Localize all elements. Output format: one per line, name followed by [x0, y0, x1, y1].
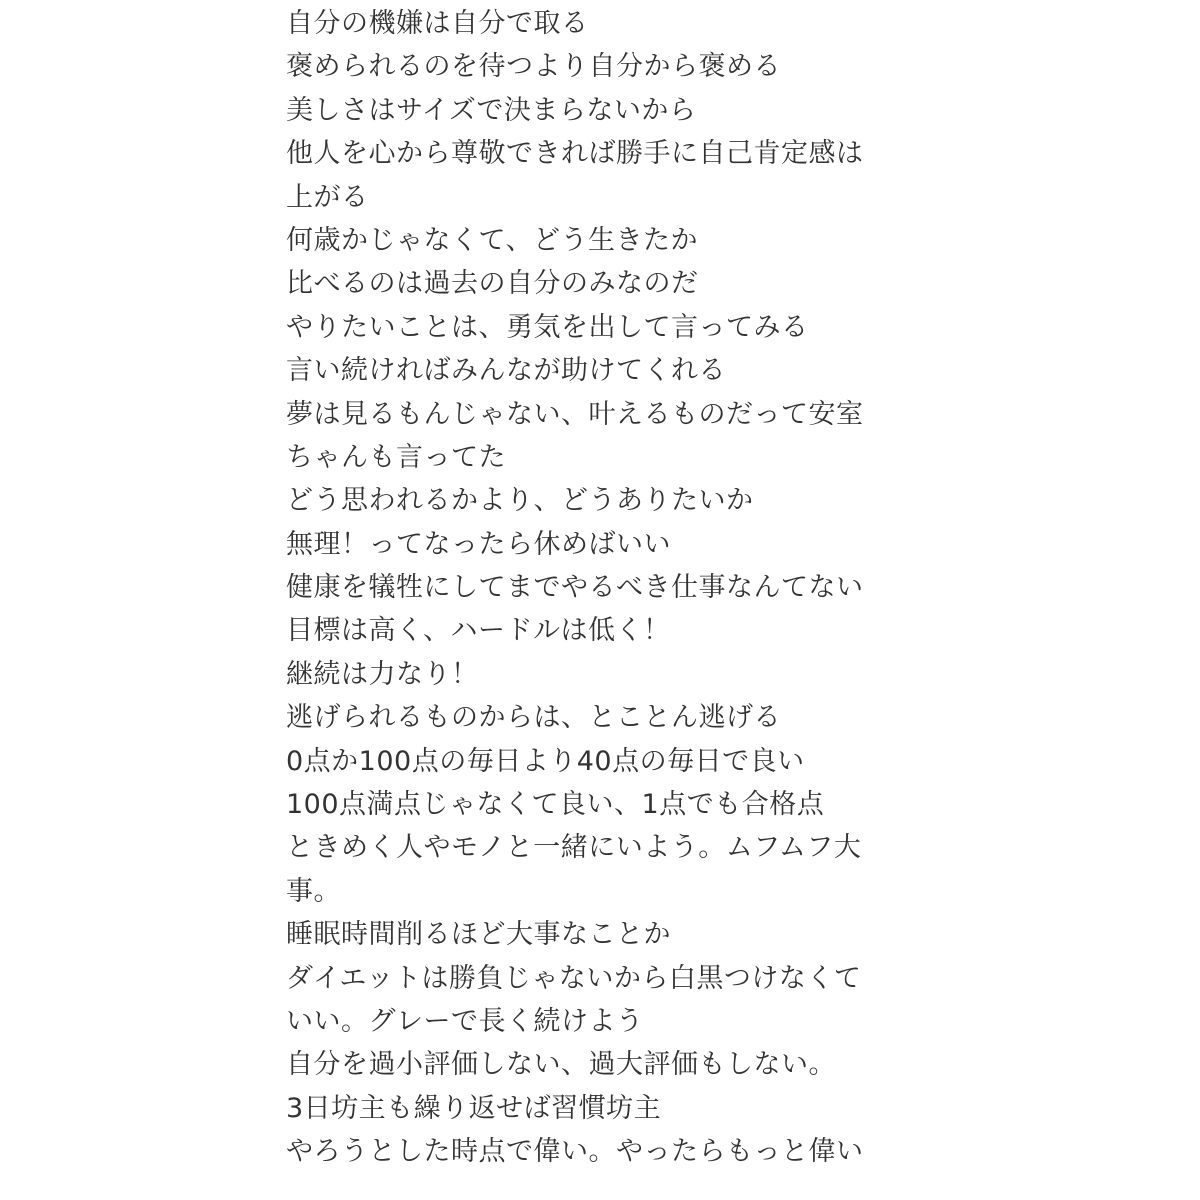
- text-line: 他人を心から尊敬できれば勝手に自己肯定感は: [286, 138, 864, 170]
- text-line: 何歳かじゃなくて、どう生きたか: [286, 224, 698, 256]
- text-line: 夢は見るもんじゃない、叶えるものだって安室: [286, 398, 864, 430]
- text-line: 睡眠時間削るほど大事なことか: [286, 919, 671, 951]
- text-line: 自分の機嫌は自分で取る: [286, 8, 589, 39]
- text-line: 100点満点じゃなくて良い、1点でも合格点: [286, 789, 825, 821]
- text-list: [286, 0, 906, 1174]
- text-line: 上がる: [286, 181, 369, 213]
- text-line: 継続は力なり！: [286, 658, 479, 690]
- text-line: ダイエットは勝負じゃないから白黒つけなくて: [286, 962, 862, 994]
- text-line: 無理！ってなったら休めばいい: [286, 528, 671, 560]
- text-line: やろうとした時点で偉い。やったらもっと偉い: [286, 1136, 864, 1168]
- text-line: どう思われるかより、どうありたいか: [286, 485, 754, 517]
- text-line: いい。グレーで長く続けよう: [286, 1005, 644, 1037]
- text-line: 3日坊主も繰り返せば習慣坊主: [286, 1092, 662, 1124]
- text-line: 逃げられるものからは、とことん逃げる: [286, 702, 781, 734]
- text-line: 言い続ければみんなが助けてくれる: [286, 355, 726, 387]
- text-line: 健康を犠牲にしてまでやるべき仕事なんてない: [286, 572, 864, 604]
- text-line: 目標は高く、ハードルは低く！: [286, 615, 671, 647]
- text-line: ちゃんも言ってた: [286, 441, 506, 473]
- text-line: 比べるのは過去の自分のみなのだ: [286, 268, 699, 300]
- text-line: 事。: [286, 875, 341, 907]
- text-line: 自分を過小評価しない、過大評価もしない。: [286, 1049, 836, 1081]
- text-line: ときめく人やモノと一緒にいよう。ムフムフ大: [286, 832, 862, 864]
- text-line: 褒められるのを待つより自分から褒める: [286, 51, 781, 83]
- text-line: やりたいことは、勇気を出して言ってみる: [286, 311, 809, 343]
- text-line: 0点か100点の毎日より40点の毎日で良い: [286, 745, 805, 777]
- text-line: 美しさはサイズで決まらないから: [286, 94, 697, 126]
